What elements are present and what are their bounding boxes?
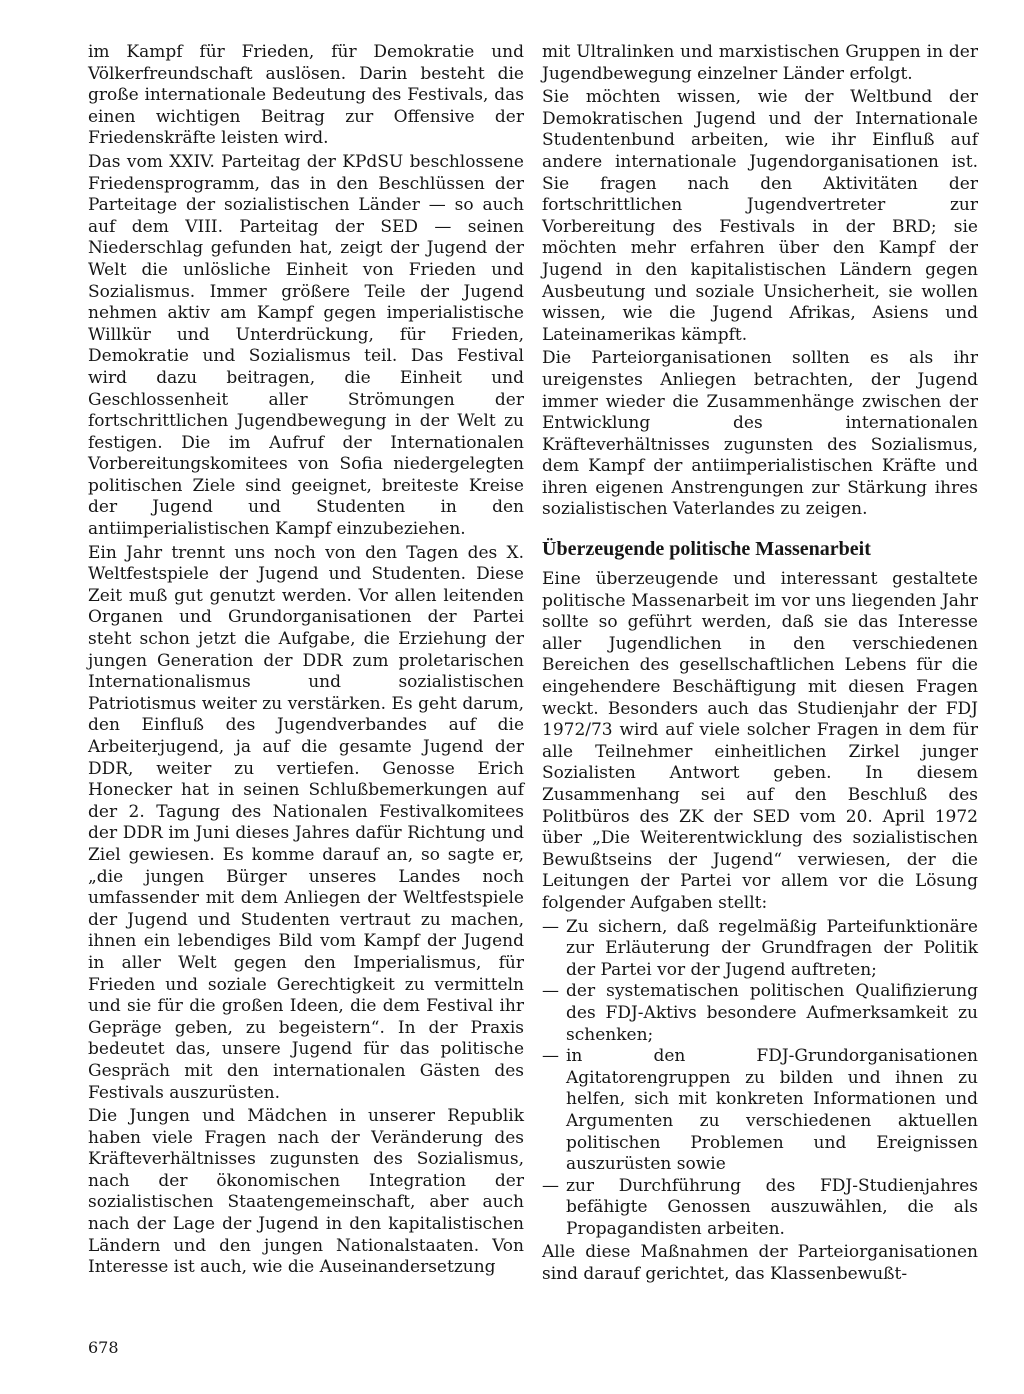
list-item: — zur Durchführung des FDJ-Studienjahres befähigte Genossen auszuwählen, die als Propagandisten arbeiten. [542,1176,978,1241]
paragraph: Eine überzeugende und interessant gestaltete politische Massenarbeit im vor uns liegenden Jahr sollte so geführt werden, daß sie das Interesse aller Jugendlichen in den verschiedenen Bereichen des gesellschaftlichen Lebens für die eingehendere Beschäftigung mit diesen Fragen weckt. Besonders auch das Studienjahr der FDJ 1972/73 wird auf viele solcher Fragen in dem für alle Teilnehmer einheitlichen Zirkel junger Sozialisten Antwort geben. In diesem Zusammenhang sei auf den Beschluß des Politbüros des ZK der SED vom 20. April 1972 über „Die Weiterentwicklung des sozialistischen Bewußtseins der Jugend“ verwiesen, der die Leitungen der Partei vor allem vor die Lösung folgender Aufgaben stellt: [542,569,978,913]
page-number: 678 [88,1338,119,1357]
list-item: — Zu sichern, daß regelmäßig Parteifunktionäre zur Erläuterung der Grundfragen der Politik der Partei vor der Jugend auftreten; [542,917,978,982]
list-item: — in den FDJ-Grundorganisationen Agitatorengruppen zu bilden und ihnen zu helfen, sich mit konkreten Informationen und Argumenten zu verschiedenen aktuellen politischen Problemen und Ereignissen auszurüsten sowie [542,1046,978,1176]
paragraph: Alle diese Maßnahmen der Parteiorganisationen sind darauf gerichtet, das Klassenbewußt- [542,1242,978,1285]
task-list [542,917,978,1241]
paragraph: Die Jungen und Mädchen in unserer Republik haben viele Fragen nach der Veränderung des Kräfteverhältnisses zugunsten des Sozialismus, nach der ökonomischen Integration der sozialistischen Staatengemeinschaft, aber auch nach der Lage der Jugend in den kapitalistischen Ländern und den jungen Nationalstaaten. Von Interesse ist auch, wie die Auseinandersetzung [88,1106,524,1278]
paragraph: Sie möchten wissen, wie der Weltbund der Demokratischen Jugend und der Internationale Studentenbund arbeiten, wie ihr Einfluß auf andere internationale Jugendorganisationen ist. Sie fragen nach den Aktivitäten der fortschrittlichen Jugendvertreter zur Vorbereitung des Festivals in der BRD; sie möchten mehr erfahren über den Kampf der Jugend in den kapitalistischen Ländern gegen Ausbeutung und soziale Unsicherheit, sie wollen wissen, wie die Jugend Afrikas, Asiens und Lateinamerikas kämpft. [542,87,978,345]
paragraph: Die Parteiorganisationen sollten es als ihr ureigenstes Anliegen betrachten, der Jugend immer wieder die Zusammenhänge zwischen der Entwicklung des internationalen Kräfteverhältnisses zugunsten des Sozialismus, dem Kampf der antiimperialistischen Kräfte und ihren eigenen Anstrengungen zur Stärkung ihres sozialistischen Vaterlandes zu zeigen. [542,348,978,520]
paragraph: mit Ultralinken und marxistischen Gruppen in der Jugendbewegung einzelner Länder erfolgt. [542,42,978,84]
paragraph: im Kampf für Frieden, für Demokratie und Völkerfreundschaft auslösen. Darin besteht die große internationale Bedeutung des Festivals, das einen wichtigen Beitrag zur Offensive der Friedenskräfte leisten wird. [88,42,524,149]
paragraph: Das vom XXIV. Parteitag der KPdSU beschlossene Friedensprogramm, das in den Beschlüssen der Parteitage der sozialistischen Länder — so auch auf dem VIII. Parteitag der SED — seinen Niederschlag gefunden hat, zeigt der Jugend der Welt die unlösliche Einheit von Frieden und Sozialismus. Immer größere Teile der Jugend nehmen aktiv am Kampf gegen imperialistische Willkür und Unterdrückung, für Frieden, Demokratie und Sozialismus teil. Das Festival wird dazu beitragen, die Einheit und Geschlossenheit aller Strömungen der fortschrittlichen Jugendbewegung in der Welt zu festigen. Die im Aufruf der Internationalen Vorbereitungskomitees von Sofia niedergelegten politischen Ziele sind geeignet, breiteste Kreise der Jugend und Studenten in den antiimperialistischen Kampf einzubeziehen. [88,151,524,540]
left-column [88,42,524,1281]
right-column [542,42,978,1288]
list-item: — der systematischen politischen Qualifizierung des FDJ-Aktivs besondere Aufmerksamkeit zu schenken; [542,981,978,1046]
paragraph: Ein Jahr trennt uns noch von den Tagen des X. Weltfestspiele der Jugend und Studenten. Diese Zeit muß gut genutzt werden. Vor allen leitenden Organen und Grundorganisationen der Partei steht schon jetzt die Aufgabe, die Erziehung der jungen Generation der DDR zum proletarischen Internationalismus und sozialistischen Patriotismus weiter zu verstärken. Es geht darum, den Einfluß des Jugendverbandes auf die Arbeiterjugend, ja auf die gesamte Jugend der DDR, weiter zu vertiefen. Genosse Erich Honecker hat in seinen Schlußbemerkungen auf der 2. Tagung des Nationalen Festivalkomitees der DDR im Juni dieses Jahres dafür Richtung und Ziel gewiesen. Es komme darauf an, so sagte er, „die jungen Bürger unseres Landes noch umfassender mit dem Anliegen der Weltfestspiele der Jugend und Studenten vertraut zu machen, ihnen ein lebendiges Bild vom Kampf der Jugend in aller Welt gegen den Imperialismus, für Frieden und soziale Gerechtigkeit zu vermitteln und sie für die großen Ideen, die dem Festival ihr Gepräge geben, zu begeistern“. In der Praxis bedeutet das, unsere Jugend für das politische Gespräch mit den internationalen Gästen des Festivals auszurüsten. [88,542,524,1103]
section-heading: Überzeugende politische Massenarbeit [542,538,871,561]
